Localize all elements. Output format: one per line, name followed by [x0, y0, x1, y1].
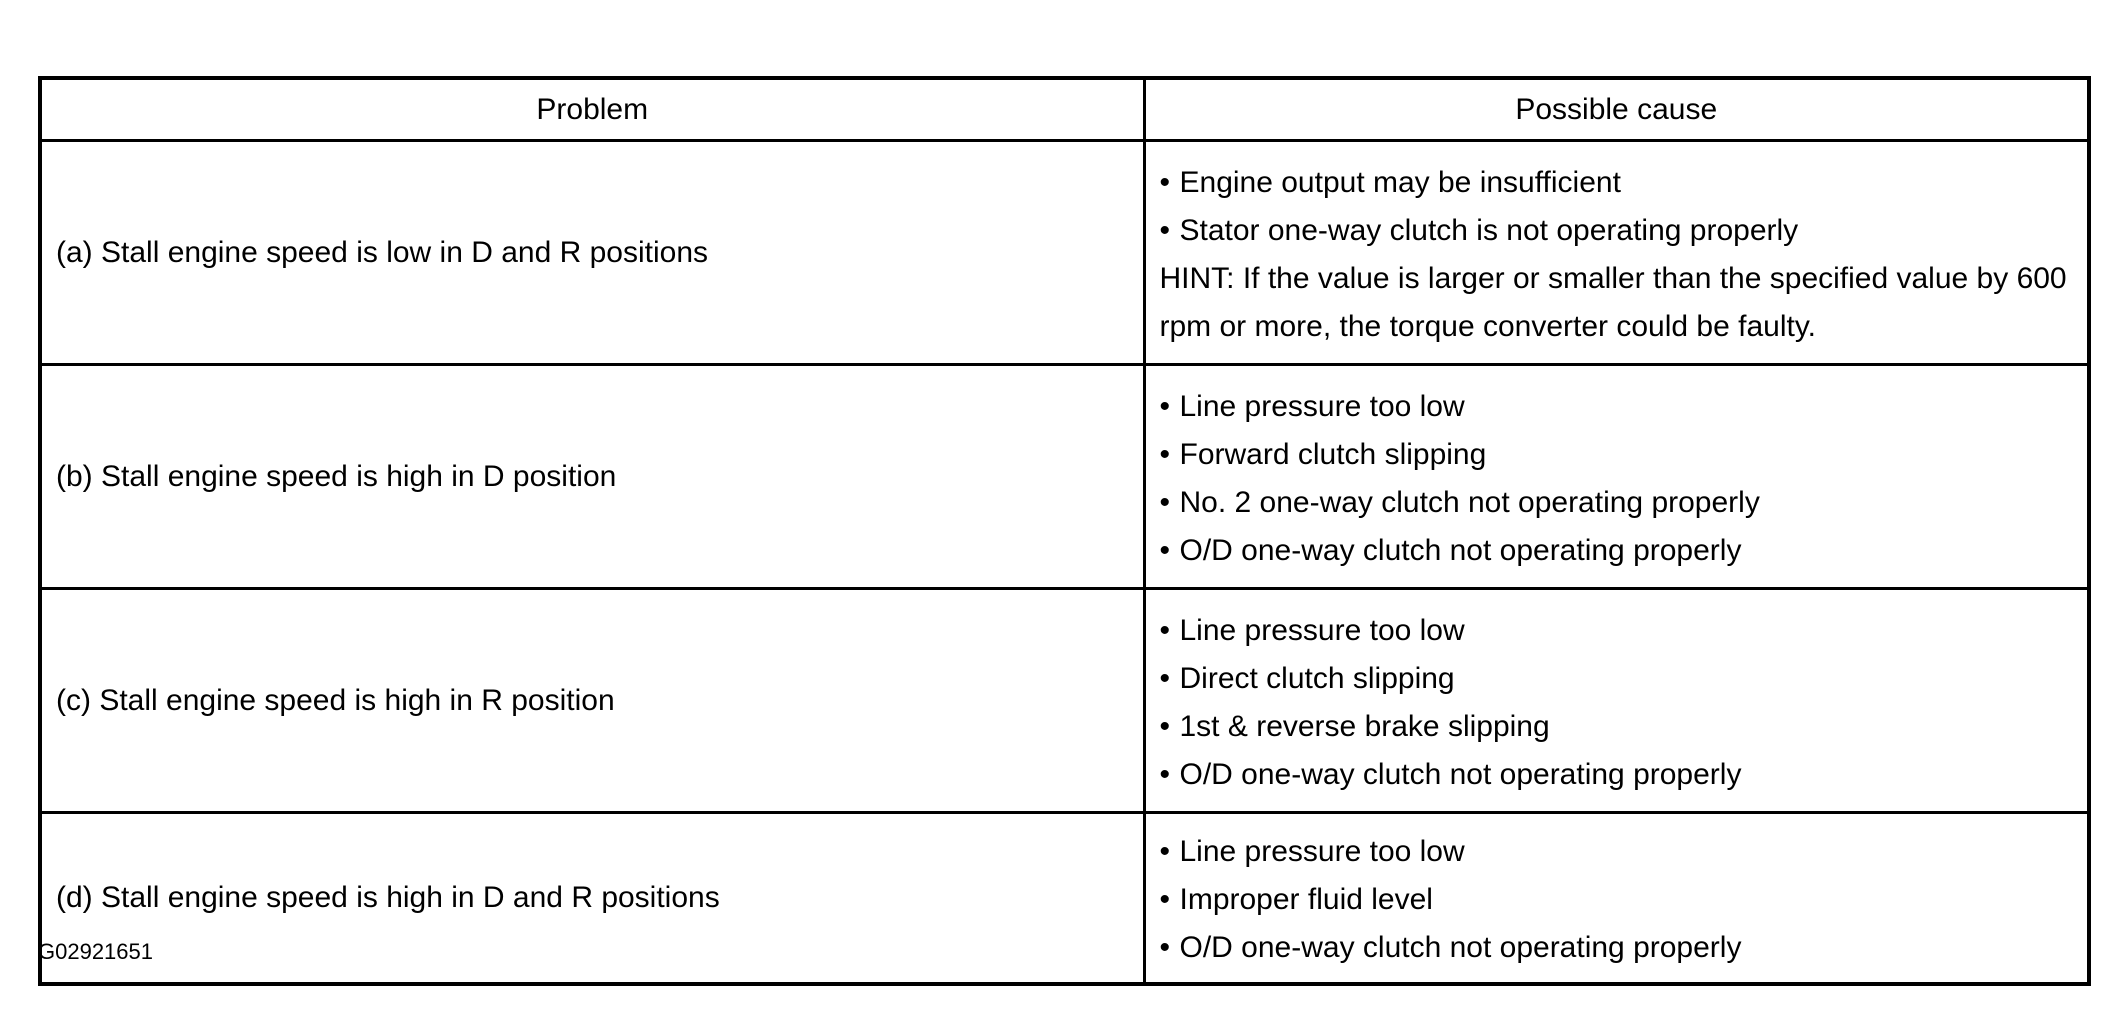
- cause-text: Direct clutch slipping: [1179, 661, 1455, 695]
- cause-text: O/D one-way clutch not operating properly: [1179, 931, 1742, 964]
- figure-id: G02921651: [38, 939, 153, 964]
- bullet-icon: •: [1159, 613, 1171, 647]
- cause-item: [1160, 607, 2074, 655]
- cause-text: O/D one-way clutch not operating properly: [1179, 757, 1742, 791]
- cause-text: Line pressure too low: [1179, 389, 1465, 423]
- bullet-icon: •: [1159, 389, 1171, 423]
- bullet-icon: •: [1159, 835, 1171, 868]
- cause-cell: [1144, 365, 2089, 589]
- cause-item: [1160, 876, 2074, 924]
- bullet-icon: •: [1159, 931, 1171, 964]
- cause-text: Line pressure too low: [1179, 835, 1465, 868]
- cause-item: [1160, 207, 2074, 255]
- table-row: [40, 141, 2089, 365]
- header-possible-cause: Possible cause: [1144, 78, 2089, 141]
- cause-item: [1160, 703, 2074, 751]
- bullet-icon: •: [1159, 213, 1171, 247]
- cause-item: [1160, 479, 2074, 527]
- bullet-icon: •: [1159, 437, 1171, 471]
- cause-item: [1160, 924, 2074, 972]
- cause-cell: [1144, 141, 2089, 365]
- cause-text: 1st & reverse brake slipping: [1179, 709, 1550, 743]
- header-problem: Problem: [40, 78, 1144, 141]
- stall-test-table: [38, 76, 2091, 986]
- table-row: [40, 589, 2089, 813]
- bullet-icon: •: [1159, 485, 1171, 519]
- table-row: [40, 365, 2089, 589]
- cause-item: [1160, 828, 2074, 876]
- cause-text: Line pressure too low: [1179, 613, 1465, 647]
- table-header-row: [40, 78, 2089, 141]
- cause-item: [1160, 527, 2074, 575]
- cause-item: [1160, 751, 2074, 799]
- bullet-icon: •: [1159, 883, 1171, 916]
- cause-text: Engine output may be insufficient: [1179, 165, 1621, 199]
- bullet-icon: •: [1159, 709, 1171, 743]
- hint-note: HINT: If the value is larger or smaller than the specified value by 600 rpm or more, the torque converter could be faulty.: [1159, 261, 2067, 343]
- problem-cell: (a) Stall engine speed is low in D and R positions: [40, 141, 1144, 365]
- bullet-icon: •: [1159, 533, 1171, 567]
- problem-cell: (d) Stall engine speed is high in D and R positions: [40, 813, 1144, 985]
- bullet-icon: •: [1159, 661, 1171, 695]
- cause-item: [1160, 159, 2074, 207]
- cause-cell: [1144, 813, 2089, 985]
- bullet-icon: •: [1159, 757, 1171, 791]
- cause-text: Forward clutch slipping: [1179, 437, 1487, 471]
- cause-item: [1160, 383, 2074, 431]
- cause-cell: [1144, 589, 2089, 813]
- cause-text: Improper fluid level: [1179, 883, 1433, 916]
- cause-text: Stator one-way clutch is not operating properly: [1179, 213, 1799, 247]
- cause-item: [1160, 431, 2074, 479]
- cause-text: No. 2 one-way clutch not operating properly: [1179, 485, 1760, 519]
- table-row: [40, 813, 2089, 985]
- problem-cell: (b) Stall engine speed is high in D position: [40, 365, 1144, 589]
- bullet-icon: •: [1159, 165, 1171, 199]
- cause-text: O/D one-way clutch not operating properly: [1179, 533, 1742, 567]
- cause-item: [1160, 655, 2074, 703]
- problem-cell: (c) Stall engine speed is high in R position: [40, 589, 1144, 813]
